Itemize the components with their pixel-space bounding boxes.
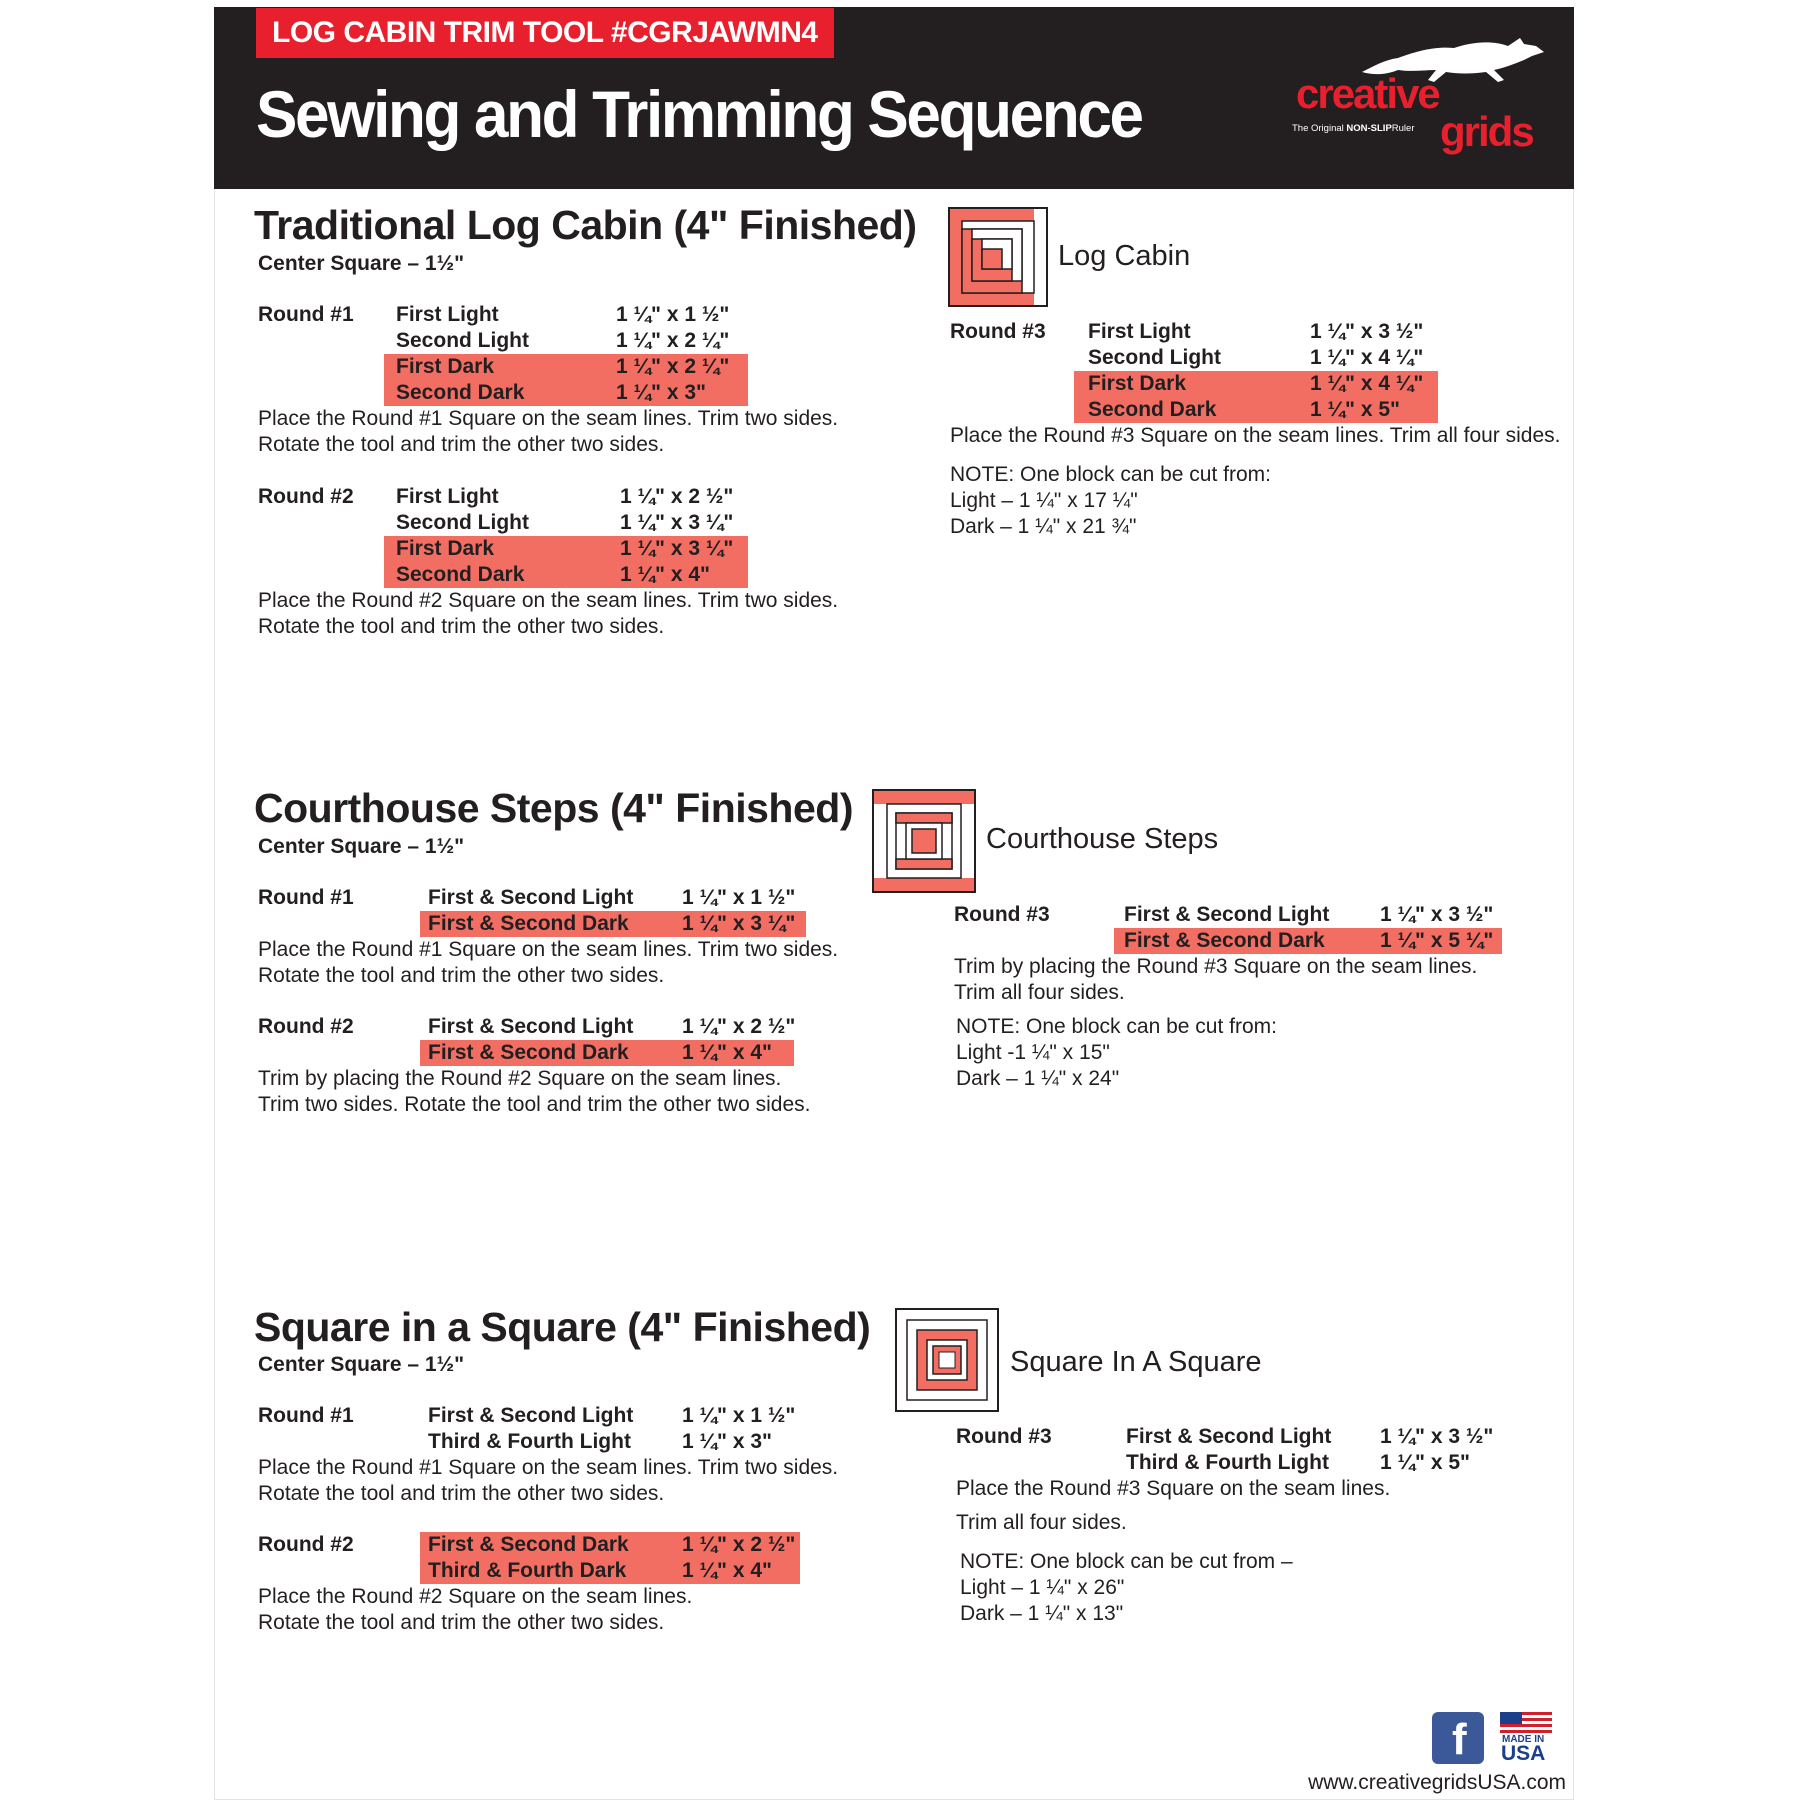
strip-name: First Dark bbox=[396, 355, 495, 378]
round-label: Round #2 bbox=[258, 1533, 354, 1556]
logo-word-grids: grids bbox=[1440, 108, 1533, 155]
instruction-line: Rotate the tool and trim the other two sides. bbox=[258, 615, 665, 638]
instruction-line: Trim by placing the Round #2 Square on the seam lines. bbox=[258, 1067, 782, 1090]
section-title-log-cabin: Traditional Log Cabin (4" Finished) bbox=[254, 202, 917, 248]
strip-name: First & Second Light bbox=[428, 886, 634, 909]
round-label: Round #1 bbox=[258, 1404, 354, 1427]
logo-tagline bbox=[1292, 123, 1414, 134]
page-title: Sewing and Trimming Sequence bbox=[256, 77, 1142, 151]
strip-size: 1 ¼" x 3 ¼" bbox=[620, 537, 734, 560]
strip-name: Second Dark bbox=[396, 563, 525, 586]
strip-name: Second Dark bbox=[1088, 398, 1217, 421]
strip-size: 1 ¼" x 1 ½" bbox=[682, 1404, 796, 1427]
instruction-line: Trim two sides. Rotate the tool and trim the other two sides. bbox=[258, 1093, 811, 1116]
strip-size: 1 ¼" x 3 ½" bbox=[1380, 903, 1494, 926]
strip-name: First & Second Dark bbox=[428, 1041, 629, 1064]
strip-name: First Light bbox=[1088, 320, 1191, 343]
square-in-a-square-icon-label: Square In A Square bbox=[1010, 1346, 1262, 1378]
instruction-line: Place the Round #2 Square on the seam lines. bbox=[258, 1585, 693, 1608]
courthouse-steps-block-icon bbox=[872, 789, 976, 893]
instruction-line: Rotate the tool and trim the other two sides. bbox=[258, 964, 665, 987]
strip-name: Second Light bbox=[396, 511, 529, 534]
round-label: Round #2 bbox=[258, 485, 354, 508]
log-cabin-block-icon bbox=[948, 207, 1048, 307]
instruction-line: Rotate the tool and trim the other two sides. bbox=[258, 1611, 665, 1634]
instruction-line: Rotate the tool and trim the other two sides. bbox=[258, 1482, 665, 1505]
strip-size: 1 ¼" x 5" bbox=[1310, 398, 1400, 421]
strip-name: First Light bbox=[396, 485, 499, 508]
strip-name: Second Dark bbox=[396, 381, 525, 404]
strip-size: 1 ¼" x 2 ½" bbox=[682, 1015, 796, 1038]
website-link[interactable]: www.creativegridsUSA.com bbox=[1308, 1771, 1566, 1794]
strip-name: Third & Fourth Light bbox=[428, 1430, 631, 1453]
center-square-label: Center Square – 1½" bbox=[258, 835, 465, 858]
instruction-line: Trim all four sides. bbox=[956, 1511, 1127, 1534]
strip-size: 1 ¼" x 1 ½" bbox=[682, 886, 796, 909]
strip-size: 1 ¼" x 4" bbox=[682, 1041, 772, 1064]
strip-size: 1 ¼" x 5" bbox=[1380, 1451, 1470, 1474]
creative-grids-logo bbox=[1290, 26, 1570, 166]
strip-name: First & Second Dark bbox=[1124, 929, 1325, 952]
section-title-courthouse-steps: Courthouse Steps (4" Finished) bbox=[254, 785, 853, 831]
strip-name: First & Second Light bbox=[1126, 1425, 1332, 1448]
instruction-line: Place the Round #1 Square on the seam lines. Trim two sides. bbox=[258, 1456, 839, 1479]
cut-note-line: Light -1 ¼" x 15" bbox=[956, 1041, 1110, 1064]
instruction-line: Place the Round #1 Square on the seam lines. Trim two sides. bbox=[258, 938, 839, 961]
strip-size: 1 ¼" x 1 ½" bbox=[616, 303, 730, 326]
strip-size: 1 ¼" x 3 ¼" bbox=[620, 511, 734, 534]
strip-name: First & Second Dark bbox=[428, 912, 629, 935]
courthouse-steps-icon-label: Courthouse Steps bbox=[986, 823, 1219, 855]
instruction-line: Place the Round #1 Square on the seam lines. Trim two sides. bbox=[258, 407, 839, 430]
strip-name: First Dark bbox=[396, 537, 495, 560]
square-in-a-square-block-icon bbox=[895, 1308, 999, 1412]
tagline-bold: NON-SLIP bbox=[1346, 123, 1392, 134]
strip-size: 1 ¼" x 4 ¼" bbox=[1310, 372, 1424, 395]
tagline-pre: The Original bbox=[1292, 123, 1344, 134]
facebook-icon[interactable] bbox=[1432, 1712, 1484, 1764]
strip-size: 1 ¼" x 4" bbox=[620, 563, 710, 586]
strip-name: Third & Fourth Light bbox=[1126, 1451, 1329, 1474]
strip-size: 1 ¼" x 3" bbox=[616, 381, 706, 404]
us-flag-icon bbox=[1500, 1712, 1552, 1734]
strip-size: 1 ¼" x 2 ¼" bbox=[616, 355, 730, 378]
usa-badge-top: MADE IN bbox=[1502, 1734, 1545, 1745]
strip-name: First Light bbox=[396, 303, 499, 326]
cut-note-line: Light – 1 ¼" x 17 ¼" bbox=[950, 489, 1138, 512]
cut-note-line: Dark – 1 ¼" x 21 ¾" bbox=[950, 515, 1137, 538]
center-square-label: Center Square – 1½" bbox=[258, 252, 465, 275]
round-label: Round #1 bbox=[258, 886, 354, 909]
strip-size: 1 ¼" x 2 ½" bbox=[682, 1533, 796, 1556]
strip-size: 1 ¼" x 3 ½" bbox=[1380, 1425, 1494, 1448]
strip-size: 1 ¼" x 3 ¼" bbox=[682, 912, 796, 935]
cut-note-line: Dark – 1 ¼" x 13" bbox=[960, 1602, 1124, 1625]
strip-name: Second Light bbox=[1088, 346, 1221, 369]
cut-note-line: NOTE: One block can be cut from – bbox=[960, 1550, 1293, 1573]
strip-size: 1 ¼" x 4" bbox=[682, 1559, 772, 1582]
strip-name: First & Second Light bbox=[428, 1015, 634, 1038]
strip-name: First Dark bbox=[1088, 372, 1187, 395]
strip-name: First & Second Light bbox=[428, 1404, 634, 1427]
strip-name: Second Light bbox=[396, 329, 529, 352]
strip-name: First & Second Light bbox=[1124, 903, 1330, 926]
tagline-post: Ruler bbox=[1391, 123, 1415, 134]
instruction-line: Place the Round #2 Square on the seam lines. Trim two sides. bbox=[258, 589, 839, 612]
round-label: Round #2 bbox=[258, 1015, 354, 1038]
strip-size: 1 ¼" x 2 ¼" bbox=[616, 329, 730, 352]
cut-note-line: Dark – 1 ¼" x 24" bbox=[956, 1067, 1120, 1090]
instruction-line: Trim all four sides. bbox=[954, 981, 1125, 1004]
round-label: Round #3 bbox=[950, 320, 1046, 343]
logo-word-creative: creative bbox=[1296, 70, 1439, 117]
instruction-line: Place the Round #3 Square on the seam lines. Trim all four sides. bbox=[950, 424, 1561, 447]
made-in-usa-badge bbox=[1500, 1712, 1552, 1764]
round-label: Round #1 bbox=[258, 303, 354, 326]
section-title-square-in-a-square: Square in a Square (4" Finished) bbox=[254, 1304, 871, 1350]
instruction-line: Rotate the tool and trim the other two sides. bbox=[258, 433, 665, 456]
strip-size: 1 ¼" x 3" bbox=[682, 1430, 772, 1453]
strip-name: Third & Fourth Dark bbox=[428, 1559, 627, 1582]
round-label: Round #3 bbox=[956, 1425, 1052, 1448]
cut-note-line: NOTE: One block can be cut from: bbox=[950, 463, 1271, 486]
instruction-line: Trim by placing the Round #3 Square on the seam lines. bbox=[954, 955, 1478, 978]
cut-note-line: NOTE: One block can be cut from: bbox=[956, 1015, 1277, 1038]
usa-badge-main: USA bbox=[1501, 1742, 1546, 1765]
strip-size: 1 ¼" x 3 ½" bbox=[1310, 320, 1424, 343]
tool-tag: LOG CABIN TRIM TOOL #CGRJAWMN4 bbox=[256, 8, 834, 58]
cut-note-line: Light – 1 ¼" x 26" bbox=[960, 1576, 1125, 1599]
strip-size: 1 ¼" x 5 ¼" bbox=[1380, 929, 1494, 952]
strip-size: 1 ¼" x 2 ½" bbox=[620, 485, 734, 508]
log-cabin-icon-label: Log Cabin bbox=[1058, 240, 1191, 272]
facebook-glyph: f bbox=[1452, 1715, 1467, 1764]
strip-size: 1 ¼" x 4 ¼" bbox=[1310, 346, 1424, 369]
center-square-label: Center Square – 1½" bbox=[258, 1353, 465, 1376]
round-label: Round #3 bbox=[954, 903, 1050, 926]
instruction-line: Place the Round #3 Square on the seam lines. bbox=[956, 1477, 1391, 1500]
strip-name: First & Second Dark bbox=[428, 1533, 629, 1556]
